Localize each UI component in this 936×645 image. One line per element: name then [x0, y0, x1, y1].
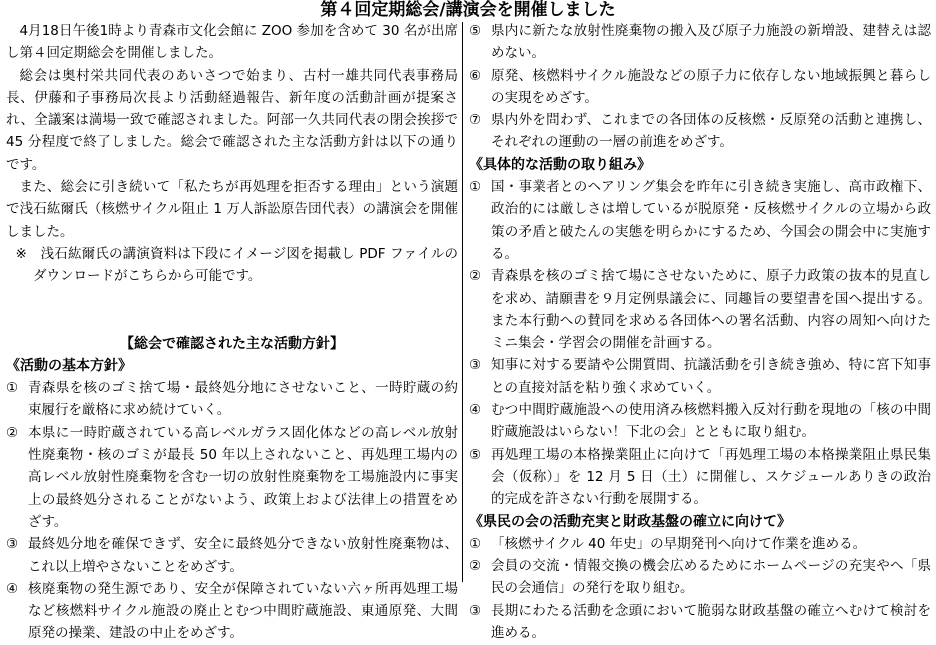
item-number: ⑤ [469, 446, 482, 463]
specific-item-2 [469, 265, 931, 354]
strengthen-item-3 [469, 600, 931, 645]
item-text: 核廃棄物の発生源であり、安全が保障されていない六ヶ所再処理工場など核燃料サイクル施設の廃止とむつ中間貯蔵施設、東通原発、大間原発の操業、建設の中止をめざす。 [28, 580, 458, 642]
item-text: 最終処分地を確保できず、安全に最終処分できない放射性廃棄物は、これ以上増やさないことをめざす。 [28, 536, 458, 575]
column-divider [462, 22, 463, 582]
item-number: ② [6, 424, 19, 441]
item-number: ③ [469, 357, 482, 374]
item-number: ① [469, 535, 482, 552]
item-text: 県内に新たな放射性廃棄物の搬入及び原子力施設の新増設、建替えは認めない。 [491, 23, 931, 62]
basic-item-6 [469, 65, 931, 110]
basic-policy-heading: 《活動の基本方針》 [6, 357, 132, 374]
item-text: 青森県を核のゴミ捨て場にさせないために、原子力政策の抜本的見直しを求め、請願書を９月定例県議会に、同趣旨の要望書を国へ提出する。また本行動への賛同を求める各団体への署名活動、内容の周知へ向けたミニ集会・学習会の開催を計画する。 [491, 268, 931, 352]
specific-item-1 [469, 176, 931, 265]
spacer [6, 288, 458, 333]
section-title: 【総会で確認された主な活動方針】 [120, 335, 344, 352]
strengthen-item-1 [469, 533, 931, 555]
strengthen-item-2 [469, 555, 931, 600]
item-text: 青森県を核のゴミ捨て場・最終処分地にさせないこと、一時貯蔵の約束履行を厳格に求め続けていく。 [28, 380, 458, 419]
specific-item-4 [469, 399, 931, 444]
download-note[interactable]: ※ 浅石紘爾氏の講演資料は下段にイメージ図を掲載し PDF ファイルのダウンロードがこちらから可能です。 [15, 245, 458, 285]
item-number: ⑥ [469, 67, 482, 84]
right-column [469, 20, 931, 644]
item-number: ③ [6, 536, 19, 553]
item-number: ② [469, 558, 482, 575]
item-number: ④ [6, 580, 19, 597]
specific-activities-heading: 《具体的な活動の取り組み》 [469, 156, 651, 173]
left-column [6, 20, 458, 645]
page-title: 第４回定期総会/講演会を開催しました [320, 0, 616, 20]
basic-item-2 [6, 422, 458, 533]
intro-paragraph-1: 4月18日午後1時より青森市文化会館に ZOO 参加を含めて 30 名が出席し第４回定期総会を開催しました。 [6, 23, 458, 62]
specific-item-3 [469, 354, 931, 399]
item-number: ④ [469, 402, 482, 419]
basic-item-3 [6, 533, 458, 578]
item-number: ② [469, 268, 482, 285]
item-text: 県内外を問わず、これまでの各団体の反核燃・反原発の活動と連携し、それぞれの運動の一層の前進をめざす。 [491, 112, 931, 151]
item-text: 長期にわたる活動を念頭において脆弱な財政基盤の確立へむけて検討を進める。 [491, 602, 931, 642]
item-number: ① [469, 179, 482, 196]
intro-paragraph-3: また、総会に引き続いて「私たちが再処理を拒否する理由」という演題で浅石紘爾氏（核燃サイクル阻止 1 万人訴訟原告団代表）の講演会を開催しました。 [6, 179, 458, 240]
item-number: ⑦ [469, 112, 482, 129]
organization-strengthening-heading: 《県民の会の活動充実と財政基盤の確立に向けて》 [469, 513, 791, 530]
item-number: ① [6, 380, 19, 397]
item-text: 会員の交流・情報交換の機会広めるためにホームページの充実やへ「県民の会通信」の発行を取り組む。 [491, 558, 931, 597]
item-text: 本県に一時貯蔵されている高レベルガラス固化体などの高レベル放射性廃棄物・核のゴミが最長 50 年以上されないこと、再処理工場内の高レベル放射性廃棄物を含む一切の放射性廃棄物を工場施設内に事実上の最終処分されることがないよう、政策上および法律上の措置をめざす。 [28, 424, 458, 530]
basic-item-5 [469, 20, 931, 65]
specific-item-5 [469, 444, 931, 511]
item-text: 国・事業者とのヘアリング集会を昨年に引き続き実施し、高市政権下、政治的には厳しさは増しているが脱原発・反核燃サイクルの立場から政策の矛盾と破たんの実態を明らかにするため、今国会の開会中に実施する。 [491, 179, 931, 262]
item-text: 「核燃サイクル 40 年史」の早期発刊へ向けて作業を進める。 [491, 535, 867, 552]
basic-item-7 [469, 109, 931, 154]
item-text: むつ中間貯蔵施設への使用済み核燃料搬入反対行動を現地の「核の中間貯蔵施設はいらない！下北の会」とともに取り組む。 [491, 402, 931, 441]
item-number: ⑤ [469, 23, 482, 39]
item-text: 知事に対する要請や公開質問、抗議活動を引き続き強め、特に宮下知事との直接対話を粘り強く求めていく。 [491, 357, 931, 396]
item-number: ③ [469, 602, 482, 619]
basic-item-1 [6, 377, 458, 422]
item-text: 原発、核燃料サイクル施設などの原子力に依存しない地域振興と暮らしの実現をめざす。 [491, 67, 931, 106]
item-text: 再処理工場の本格操業阻止に向けて「再処理工場の本格操業阻止県民集会（仮称）」を 12 月 5 日（土）に開催し、スケジュールありきの政治的完成を許さない行動を展開する。 [491, 446, 931, 508]
basic-item-4 [6, 578, 458, 645]
intro-paragraph-2: 総会は奥村栄共同代表のあいさつで始まり、古村一雄共同代表事務局長、伊藤和子事務局次長より活動経過報告、新年度の活動計画が提案され、全議案は満場一致で確認されました。阿部一久共同代表の閉会挨拶で 45 分程度で終了しました。総会で確認された主な活動方針は以下の通りです。 [6, 67, 458, 173]
